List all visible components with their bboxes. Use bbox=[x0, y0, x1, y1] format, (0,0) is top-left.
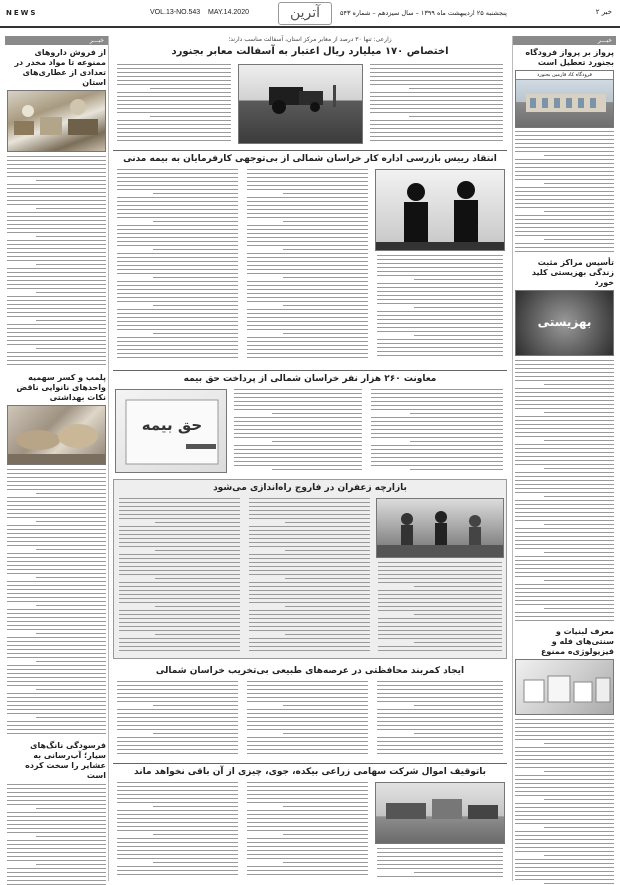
article-body bbox=[369, 389, 505, 473]
bakery-photo bbox=[7, 405, 106, 465]
headline-labor-inspection: انتقاد رییس بازرسی اداره کار خراسان شمالی از بی‌توجهی کارفرمایان به بیمه مدنی bbox=[123, 154, 497, 164]
airport-photo bbox=[515, 70, 614, 128]
story-asset-seizure bbox=[113, 764, 507, 881]
airport-sign-caption: فرودگاه کاد فارمین بجنورد bbox=[516, 71, 613, 80]
volume-date: VOL.13-NO.543 MAY.14.2020 bbox=[150, 9, 249, 16]
page-number: خبر ۲ bbox=[595, 8, 612, 16]
article-body bbox=[247, 498, 372, 656]
headline-welfare-centers: تأسیس مراکز مثبت زندگی بهزیستی کلید خورد bbox=[531, 258, 614, 287]
left-column bbox=[5, 36, 109, 881]
article-body bbox=[232, 389, 364, 473]
article-body bbox=[5, 784, 108, 885]
article-body bbox=[117, 498, 242, 656]
insurance-document-photo bbox=[115, 389, 227, 473]
workers-silhouette-photo bbox=[375, 169, 505, 251]
headline-herbal-shops: از فروش داروهای ممنوعه تا مواد مخدر در تعدادی از عطاری‌های استان bbox=[14, 48, 106, 87]
herbal-shop-photo bbox=[7, 90, 106, 152]
headline-water-tankers: فرسودگی نانگ‌های سیار؛ آب‌رسانی به عشایر را سخت کرده است bbox=[25, 741, 106, 780]
persian-date: پنجشنبه ۲۵ اردیبهشت ماه ۱۳۹۹ – سال سیزدهم – شماره ۵۴۳ bbox=[340, 9, 507, 17]
section-label: NEWS bbox=[6, 9, 38, 17]
story-insurance-exemption bbox=[113, 371, 507, 476]
article-body bbox=[115, 681, 240, 757]
story-kicker: زارعی: تنها ۳۰ درصد از معابر مرکز استان، آسفالت مناسب دارند؛ bbox=[228, 36, 392, 43]
article-body bbox=[245, 681, 370, 757]
headline-dairy-ban: معرف لبنیات و سنتی‌های فله و فیزیولوژی‌ه ممنوع bbox=[540, 627, 614, 656]
article-body bbox=[513, 131, 616, 256]
section-tag: خبـــر bbox=[513, 36, 616, 45]
story-saffron-market bbox=[113, 479, 507, 659]
headline-bakeries: پلمب و کسر سهمیه واحدهای نانوایی ناقض نکات بهداشتی bbox=[16, 373, 106, 402]
story-asphalt bbox=[113, 36, 507, 146]
saffron-market-photo bbox=[376, 498, 504, 558]
article-body bbox=[513, 360, 616, 625]
welfare-logo-image bbox=[515, 290, 614, 356]
road-paving-photo bbox=[238, 64, 363, 144]
headline-protection-belt: ایجاد کمربند محافظتی در عرصه‌های طبیعی بی‌تخریب خراسان شمالی bbox=[155, 666, 465, 676]
article-body bbox=[245, 169, 370, 364]
article-body bbox=[375, 848, 505, 880]
article-body bbox=[513, 719, 616, 885]
article-body bbox=[368, 64, 505, 144]
middle-column bbox=[113, 36, 507, 881]
article-body bbox=[115, 782, 240, 880]
story-labor-insurance bbox=[113, 151, 507, 366]
headline-saffron-market: بازارچه زعفران در فاروج راه‌اندازی می‌شود bbox=[213, 483, 407, 493]
headline-asphalt: اختصاص ۱۷۰ میلیارد ریال اعتبار به آسفالت معابر بجنورد bbox=[171, 46, 449, 57]
article-body bbox=[5, 469, 108, 739]
headline-airport: پرواز بر پرواز فرودگاه بجنورد تعطیل است bbox=[525, 48, 614, 67]
article-body bbox=[5, 156, 108, 371]
article-body bbox=[245, 782, 370, 880]
headline-asset-seizure: باتوقیف اموال شرکت سهامی زراعی بیکده، جوی، چیزی از آن باقی نخواهد ماند bbox=[134, 767, 486, 777]
farm-buildings-photo bbox=[375, 782, 505, 844]
masthead bbox=[0, 0, 620, 28]
article-body bbox=[115, 64, 233, 144]
dairy-products-photo bbox=[515, 659, 614, 715]
article-body bbox=[375, 255, 505, 363]
headline-insurance-exemption: معاونت ۲۶۰ هزار نفر خراسان شمالی از پرداخت حق بیمه bbox=[183, 374, 437, 384]
section-tag: خبـــر bbox=[5, 36, 108, 45]
right-column bbox=[512, 36, 616, 881]
story-protection-belt bbox=[113, 663, 507, 758]
newspaper-logo: آترین bbox=[278, 2, 332, 25]
article-body bbox=[376, 562, 504, 656]
welfare-logo-text: بهزیستی bbox=[537, 315, 592, 329]
article-body bbox=[375, 681, 505, 757]
insurance-image-label: حق بیمه bbox=[141, 416, 203, 434]
article-body bbox=[115, 169, 240, 364]
